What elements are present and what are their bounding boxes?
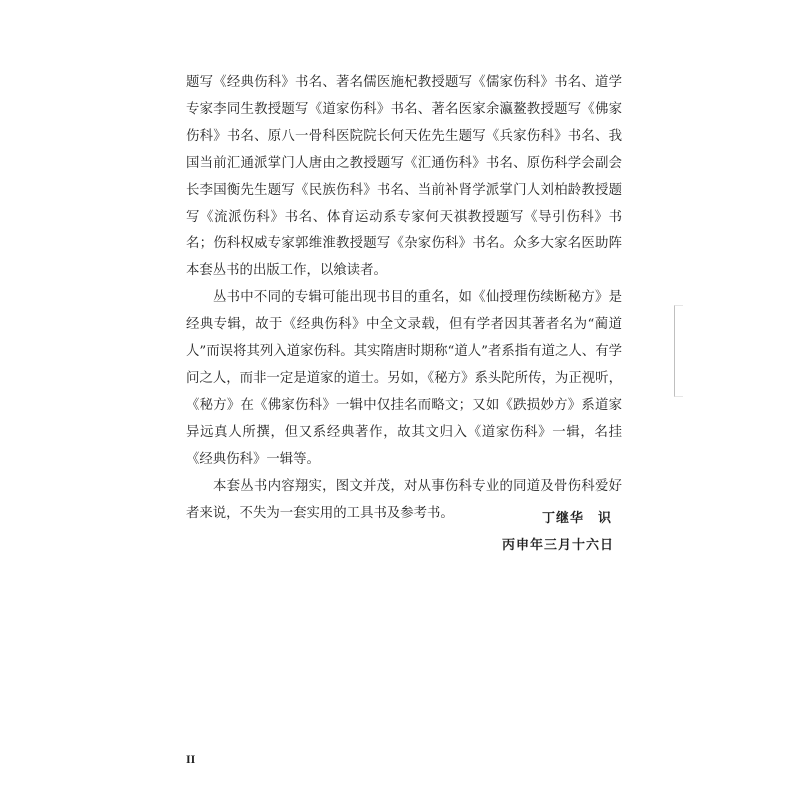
paragraph-2: 丛书中不同的专辑可能出现书目的重名，如《仙授理伤续断秘方》是经典专辑，故于《经典伤科》中全文录载，但有学者因其著者名为“蔺道人”而误将其列入道家伤科。其实隋唐时期称“道人”者系指有道之人、有学问之人，而非一定是道家的道士。另如，《秘方》系头陀所传，为正视听，《秘方》在《佛家伤科》一辑中仅挂名而略文；又如《跌损妙方》系道家异远真人所撰，但又系经典著作，故其文归入《道家伤科》一辑，名挂《经典伤科》一辑等。 (186, 290, 622, 467)
signature-author: 丁继华 识 (541, 511, 612, 526)
page-edge-tab (674, 305, 683, 397)
signature-date: 丙申年三月十六日 (501, 538, 614, 553)
paragraph-1: 题写《经典伤科》书名、著名儒医施杞教授题写《儒家伤科》书名、道学专家李同生教授题写《道家伤科》书名、著名医家余瀛鳌教授题写《佛家伤科》书名、原八一骨科医院院长何天佐先生题写《兵家伤科》书名、我国当前汇通派掌门人唐由之教授题写《汇通伤科》书名、原伤科学会副会长李国衡先生题写《民族伤科》书名、当前补肾学派掌门人刘柏龄教授题写《流派伤科》书名、体育运动系专家何天祺教授题写《导引伤科》书名；伤科权威专家郭维淮教授题写《杂家伤科》书名。众多大家名医助阵本套丛书的出版工作，以飨读者。 (186, 75, 622, 279)
page-number: II (186, 752, 196, 766)
signature-block (502, 505, 614, 559)
body-text (186, 70, 622, 527)
paragraph-3: 本套丛书内容翔实，图文并茂，对从事伤科专业的同道及骨伤科爱好者来说，不失为一套实用的工具书及参考书。 (186, 478, 622, 521)
